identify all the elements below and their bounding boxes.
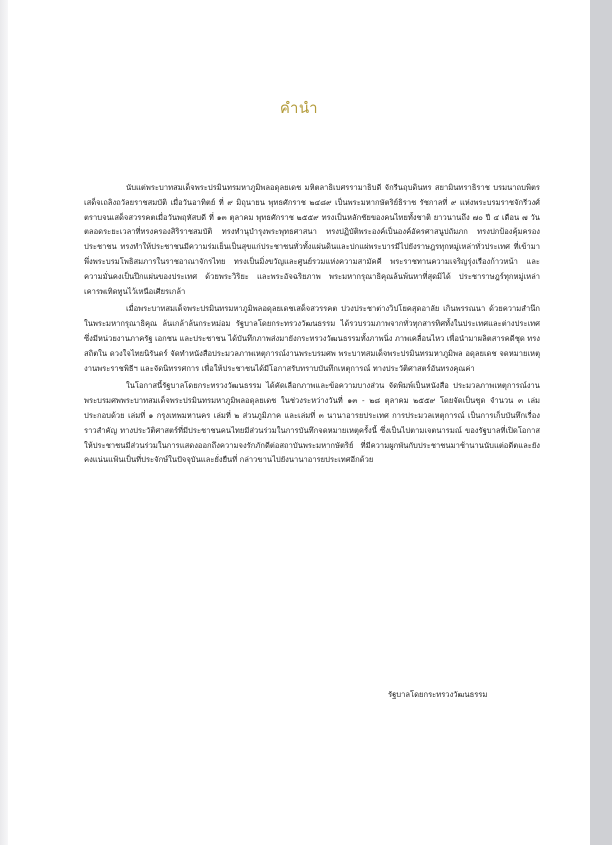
- viewer-scrollbar-gutter[interactable]: [590, 0, 612, 845]
- paragraph-2: เมื่อพระบาทสมเด็จพระปรมินทรมหาภูมิพลอดุลยเดชเสด็จสวรรคต ปวงประชาต่างวิปโยคสุดอาลัย เกินพรรณนา ด้วยความสำนึกในพระมหากรุณาธิคุณ ล้นเกล้าล้นกระหม่อม รัฐบาลโดยกระทรวงวัฒนธรรม ได้รวบรวมภาพจากทั่วทุกสารทิศทั้งในประเทศและต่างประเทศ ซึ่งมีหน่วยงานภาครัฐ เอกชน และประชาชน ได้บันทึกภาพส่งมายังกระทรวงวัฒนธรรมทั้งภาพนิ่ง ภาพเคลื่อนไหว เพื่อนำมาผลิตสารคดีชุด ทรงสถิตใน ดวงใจไทยนิรันดร์ จัดทำหนังสือประมวลภาพเหตุการณ์งานพระบรมศพ พระบาทสมเด็จพระปรมินทรมหาภูมิพล อดุลยเดช จดหมายเหตุงานพระราชพิธีฯ และจัดนิทรรศการ เพื่อให้ประชาชนได้มีโอกาสรับทราบบันทึกเหตุการณ์ ทางประวัติศาสตร์อันทรงคุณค่า: [84, 304, 540, 373]
- page-left-edge: [0, 0, 8, 845]
- signature-line: รัฐบาลโดยกระทรวงวัฒนธรรม: [388, 690, 488, 699]
- document-page: [8, 0, 590, 845]
- paragraph-3: ในโอกาสนี้รัฐบาลโดยกระทรวงวัฒนธรรม ได้คัดเลือกภาพและข้อความบางส่วน จัดพิมพ์เป็นหนังสือ ประมวลภาพเหตุการณ์งานพระบรมศพพระบาทสมเด็จพระปรมินทรมหาภูมิพลอดุลยเดช ในช่วงระหว่างวันที่ ๑๓ - ๒๘ ตุลาคม ๒๕๕๙ โดยจัดเป็นชุด จำนวน ๓ เล่ม ประกอบด้วย เล่มที่ ๑ กรุงเทพมหานคร เล่มที่ ๒ ส่วนภูมิภาค และเล่มที่ ๓ นานาอารยประเทศ การประมวลเหตุการณ์ เป็นการเก็บบันทึกเรื่องราวสำคัญ ทางประวัติศาสตร์ที่มีประชาชนคนไทยมีส่วนร่วมในการบันทึกจดหมายเหตุครั้งนี้ ซึ่งเป็นไปตามเจตนารมณ์ ของรัฐบาลที่เปิดโอกาสให้ประชาชนมีส่วนร่วมในการแสดงออกถึงความจงรักภักดีต่อสถาบันพระมหากษัตริย์ ที่มีความผูกพันกับประชาชนมาช้านานนับแต่อดีตและยังคงแน่นแฟ้นเป็นที่ประจักษ์ในปัจจุบันและยั่งยืนที่ กล่าวขานไปยังนานาอารยประเทศอีกด้วย: [84, 381, 540, 465]
- page-title: คำนำ: [279, 99, 319, 117]
- paragraph-1: นับแต่พระบาทสมเด็จพระปรมินทรมหาภูมิพลอดุลยเดช มหิตลาธิเบศรรามาธิบดี จักรีนฤบดินทร สยามินทราธิราช บรมนาถบพิตร เสด็จเถลิงถวัลยราชสมบัติ เมื่อวันอาทิตย์ ที่ ๙ มิถุนายน พุทธศักราช ๒๔๘๙ เป็นพระมหากษัตริย์ธิราช รัชกาลที่ ๙ แห่งพระบรมราชจักรีวงศ์ ตราบจนเสด็จสวรรคตเมื่อวันพฤหัสบดี ที่ ๑๓ ตุลาคม พุทธศักราช ๒๕๕๙ ทรงเป็นหลักชัยของคนไทยทั้งชาติ ยาวนานถึง ๗๐ ปี ๔ เดือน ๗ วัน ตลอดระยะเวลาที่ทรงครองสิริราชสมบัติ ทรงทำนุบำรุงพระพุทธศาสนา ทรงปฏิบัติพระองค์เป็นองค์อัครศาสนูปถัมภก ทรงปกป้องคุ้มครองประชาชน ทรงทำให้ประชาชนมีความร่มเย็นเป็นสุขแก่ประชาชนทั่วทั้งแผ่นดินและปกแผ่พระบารมีไปยังราษฎรทุกหมู่เหล่าทั่วประเทศ ที่เข้ามาพึ่งพระบรมโพธิสมภารในราชอาณาจักรไทย ทรงเป็นมิ่งขวัญและศูนย์รวมแห่งความสามัคคี พระราชทานความเจริญรุ่งเรืองก้าวหน้า และความมั่นคงเป็นปึกแผ่นของประเทศ ด้วยพระวิริยะ และพระอัจฉริยภาพ พระมหากรุณาธิคุณล้นพ้นหาที่สุดมิได้ ประชาราษฎร์ทุกหมู่เหล่า เคารพเทิดทูนไว้เหนือเศียรเกล้า: [84, 183, 540, 296]
- document-body: [84, 181, 540, 471]
